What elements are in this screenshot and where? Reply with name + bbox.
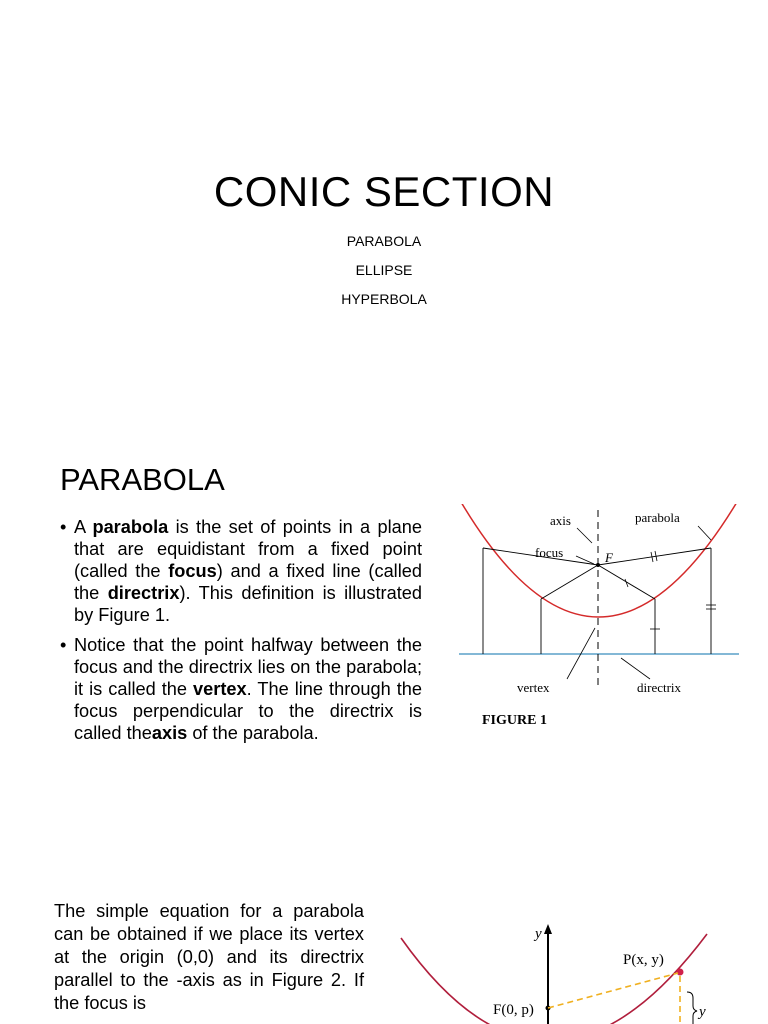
- label-F: F(0, p): [493, 1002, 534, 1018]
- distance-brace: [687, 992, 697, 1024]
- slide-heading: PARABOLA: [60, 462, 225, 497]
- text-run: A: [74, 517, 93, 537]
- term-directrix: directrix: [107, 583, 180, 603]
- focus-segment: [541, 565, 598, 599]
- parabola-slide: [0, 440, 768, 840]
- label-y-axis: y: [535, 926, 542, 942]
- bullet-dot: •: [60, 635, 67, 655]
- text-run: is the set of points in a plane that are equidistant from a fixed point (called the: [74, 517, 422, 581]
- figure-caption: FIGURE 1: [482, 713, 547, 728]
- label-vertex: vertex: [517, 680, 550, 695]
- topic-list: [0, 230, 768, 317]
- point-P: [677, 969, 684, 976]
- pointer-line: [698, 526, 711, 540]
- label-axis: axis: [550, 513, 571, 528]
- equation-slide: [0, 840, 768, 1024]
- parabola-curve: [461, 504, 737, 617]
- figure-1-diagram: [455, 504, 745, 744]
- label-focus: focus: [535, 545, 564, 560]
- label-y-distance: y: [699, 1004, 706, 1020]
- term-parabola: parabola: [92, 517, 169, 537]
- text-run: Notice that the point halfway between the focus and the directrix lies on the parabola; it is called the: [74, 635, 422, 699]
- bullet-dot: •: [60, 517, 67, 537]
- text-run: ). This definition is illustrated by Figure 1.: [74, 583, 422, 625]
- label-directrix: directrix: [637, 680, 682, 695]
- text-run: of the parabola.: [187, 723, 319, 743]
- topic-item: PARABOLA: [346, 233, 422, 249]
- equation-paragraph: The simple equation for a parabola can be obtained if we place its vertex at the origin (0,0) and its directrix parallel to the -axis as in Figure 2. If the focus is: [54, 901, 364, 1013]
- bullet-vertex: [60, 634, 422, 744]
- text-run: . The line through the focus perpendicular to the directrix is called the: [74, 679, 423, 743]
- parabola-curve: [401, 934, 707, 1024]
- label-P: P(x, y): [623, 952, 664, 968]
- bullet-definition: [60, 516, 422, 626]
- focus-point: [596, 563, 600, 567]
- term-focus: focus: [168, 561, 217, 581]
- topic-item: HYPERBOLA: [341, 291, 427, 307]
- label-F: F: [605, 550, 613, 565]
- text-run: ) and a fixed line (called the: [74, 561, 422, 603]
- topic-item: ELLIPSE: [355, 262, 413, 278]
- slide-title: CONIC SECTION: [213, 168, 555, 215]
- pointer-line: [621, 658, 650, 679]
- term-axis: axis: [151, 723, 188, 743]
- label-parabola: parabola: [635, 510, 680, 525]
- pointer-line: [577, 528, 592, 543]
- term-vertex: vertex: [193, 679, 247, 699]
- figure-2-diagram: [395, 910, 735, 1024]
- focus-distance-line: [548, 973, 678, 1008]
- title-slide: [0, 0, 768, 440]
- y-axis-arrow: [544, 924, 552, 934]
- bullet-list: [60, 516, 422, 752]
